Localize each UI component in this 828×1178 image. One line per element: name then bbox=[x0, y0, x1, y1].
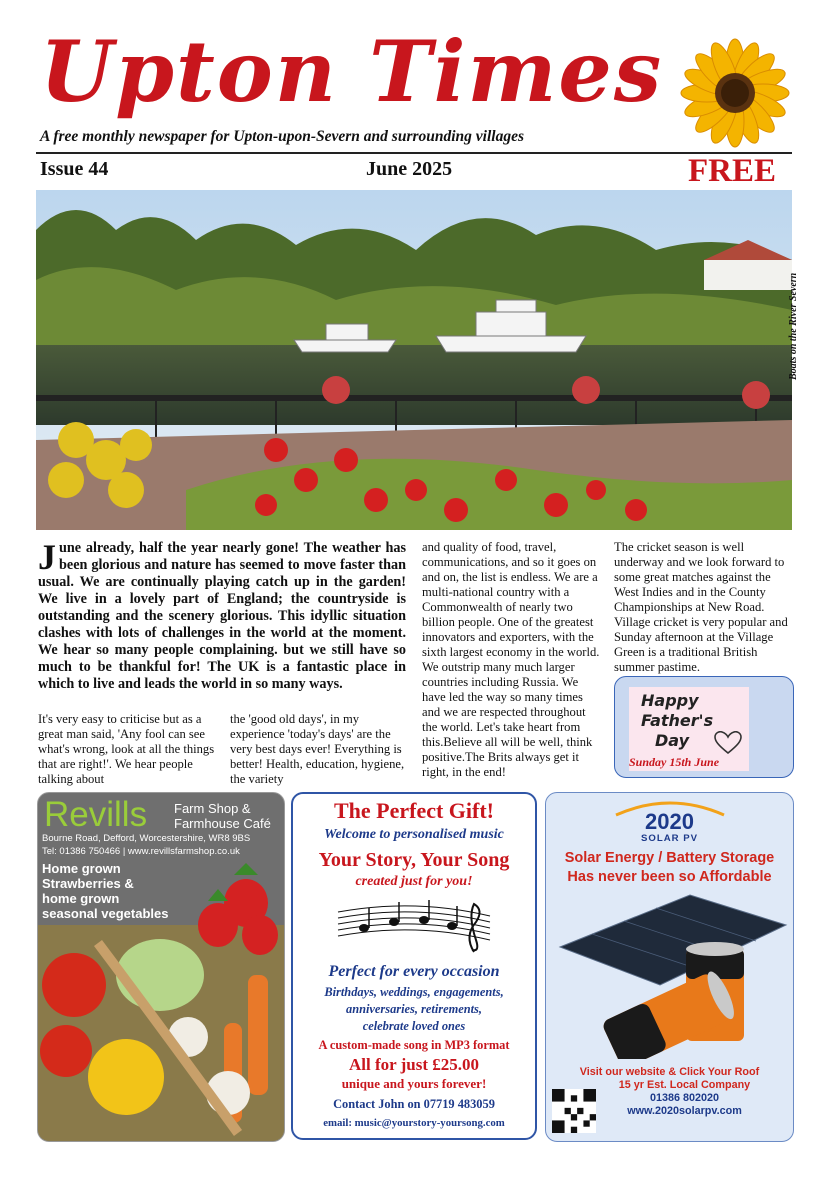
revills-address: Bourne Road, Defford, Worcestershire, WR8 9BS bbox=[42, 833, 251, 844]
revills-contact: Tel: 01386 750466 | www.revillsfarmshop.co.uk bbox=[42, 846, 240, 857]
gift-contact: Contact John on 07719 483059 bbox=[333, 1097, 495, 1111]
lead-text: une already, half the year nearly gone! The weather has been glorious and nature has seemed to move faster than usual. We are continually playing catch up in the garden! We live in a lovely part of England; the countryside is outstanding and the scenery glorious. This idyllic situation clashes with lots of challenges in the world at the moment. We hear so many people complaining. but we still have so much to be thankful for! The UK is a fantastic place in which to live and leads the world in so many ways. bbox=[38, 540, 406, 692]
solar-logo-text: SOLAR PV bbox=[640, 833, 699, 844]
gift-headline: Your Story, Your Song bbox=[318, 849, 510, 871]
tagline: A free monthly newspaper for Upton-upon-Severn and surrounding villages bbox=[40, 128, 525, 145]
revills-ad[interactable] bbox=[37, 792, 285, 1142]
river-photo bbox=[36, 190, 792, 530]
price-label: FREE bbox=[688, 153, 777, 189]
revills-brand: Revills bbox=[44, 795, 148, 834]
revills-promo-4: seasonal vegetables bbox=[42, 906, 169, 921]
issue-number: Issue 44 bbox=[40, 158, 109, 180]
produce-image bbox=[38, 863, 284, 1141]
solar-headline-2: Has never been so Affordable bbox=[567, 869, 772, 885]
solar-web[interactable]: www.2020solarpv.com bbox=[627, 1105, 742, 1117]
qr-code-icon[interactable] bbox=[552, 1089, 596, 1133]
drop-cap: J bbox=[38, 537, 56, 577]
music-notes-icon bbox=[334, 896, 494, 956]
solar-visit[interactable]: Visit our website & Click Your Roof bbox=[579, 1066, 760, 1078]
issue-date: June 2025 bbox=[366, 158, 453, 180]
solar-battery-image bbox=[550, 889, 790, 1059]
photo-caption: Boats on the River Severn bbox=[788, 272, 799, 380]
gift-list-2: anniversaries, retirements, bbox=[346, 1002, 482, 1016]
solar-headline-1: Solar Energy / Battery Storage bbox=[564, 850, 775, 866]
solar-logo-number: 2020 bbox=[645, 809, 694, 834]
revills-promo-3: home grown bbox=[42, 891, 120, 906]
gift-price: All for just £25.00 bbox=[348, 1055, 479, 1074]
solar-pv-ad[interactable] bbox=[545, 792, 794, 1142]
revills-promo-2: Strawberries & bbox=[42, 876, 134, 891]
gift-email[interactable]: email: music@yourstory-yoursong.com bbox=[323, 1117, 505, 1129]
article-column-2: the 'good old days', in my experience 'today's days' are the very best days ever! Everything is better! Health, education, hygiene, the variety bbox=[230, 712, 405, 786]
header-divider bbox=[36, 152, 792, 154]
article-column-4: The cricket season is well underway and we look forward to some great matches against the West Indies and in the County Championships at New Road. Village cricket is very popular and Sunday afternoon at the Village Green is a traditional British summer pastime. bbox=[614, 540, 788, 674]
fathers-day-line-2: Father's bbox=[641, 711, 714, 730]
article-column-1: It's very easy to criticise but as a great man said, 'Any fool can see what's wrong, look at all the things that are right!'. We hear people talking about bbox=[38, 712, 215, 786]
gift-sub: created just for you! bbox=[355, 874, 473, 889]
fathers-day-line-1: Happy bbox=[641, 691, 699, 710]
solar-phone: 01386 802020 bbox=[649, 1092, 720, 1104]
gift-unique: unique and yours forever! bbox=[341, 1076, 487, 1091]
gift-title: The Perfect Gift! bbox=[333, 798, 495, 823]
perfect-gift-ad[interactable] bbox=[291, 792, 537, 1140]
sunflower-icon bbox=[680, 38, 790, 148]
gift-format: A custom-made song in MP3 format bbox=[318, 1038, 510, 1052]
revills-promo-1: Home grown bbox=[42, 861, 121, 876]
solar-est: 15 yr Est. Local Company bbox=[618, 1079, 751, 1091]
fathers-day-box bbox=[614, 676, 794, 778]
gift-occasion: Perfect for every occasion bbox=[328, 963, 500, 980]
revills-type-1: Farm Shop & bbox=[174, 801, 251, 816]
gift-list-1: Birthdays, weddings, engagements, bbox=[324, 985, 504, 999]
gift-list-3: celebrate loved ones bbox=[362, 1019, 466, 1033]
masthead-title: Upton Times bbox=[40, 22, 664, 121]
article-lead bbox=[38, 537, 406, 693]
article-column-3: and quality of food, travel, communications, and so it goes on and on, the list is endless. We are a multi-national country with a Commonwealth of nearly two billion people. One of the greatest innovators and exporters, with the sixth largest economy in the world. We outstrip many much larger countries including Russia. We have led the way so many times and we are respected throughout the world. Let's take heart from this.Believe all will be well, think positive.The Brits always get it right, in the end! bbox=[422, 540, 600, 779]
fathers-day-date: Sunday 15th June bbox=[629, 755, 720, 769]
gift-welcome: Welcome to personalised music bbox=[324, 827, 504, 842]
revills-type-2: Farmhouse Café bbox=[174, 816, 271, 831]
heart-icon bbox=[713, 731, 743, 755]
fathers-day-line-3: Day bbox=[655, 731, 690, 750]
